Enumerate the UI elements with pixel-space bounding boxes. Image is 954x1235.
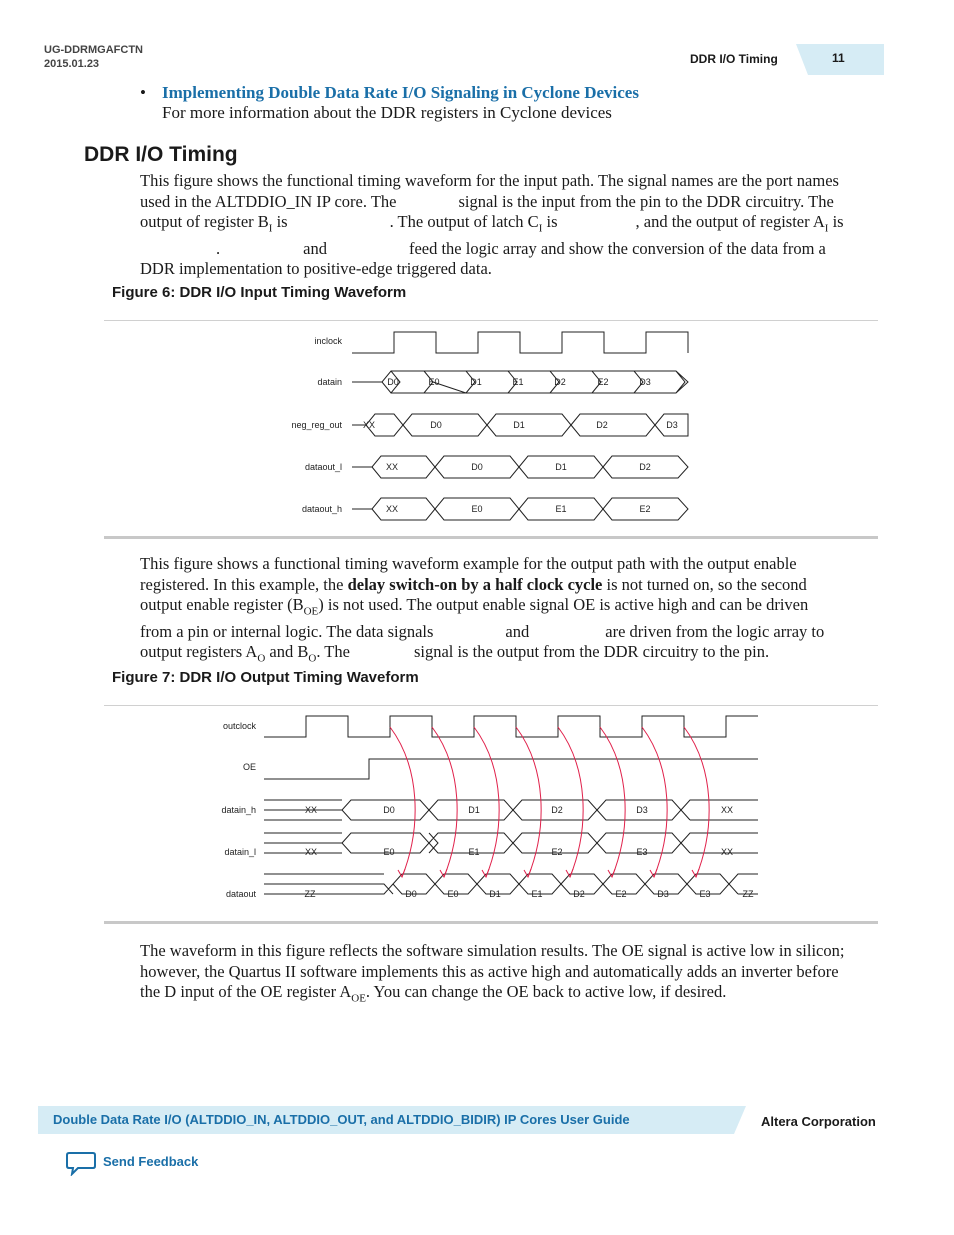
figure6-waveform (104, 322, 878, 536)
bullet: • (140, 83, 146, 102)
signal-label-dataout-h: dataout_h (301, 504, 342, 514)
p1-line1: This figure shows the functional timing waveform for the input path. The signal names are the port names (140, 171, 839, 190)
datain-h-value: D2 (551, 805, 563, 815)
dataout-value: E3 (699, 889, 711, 899)
signal-label-inclock: inclock (314, 336, 342, 346)
dataout-value: D2 (573, 889, 585, 899)
send-feedback-link[interactable]: Send Feedback (103, 1154, 199, 1169)
arrowhead (440, 869, 447, 877)
arrowhead (398, 869, 405, 877)
figure6-caption: Figure 6: DDR I/O Input Timing Waveform (112, 284, 407, 301)
paragraph-input-path (140, 171, 880, 280)
doc-id-text: UG-DDRMGAFCTN (44, 44, 143, 56)
dataout-h-value: E1 (555, 504, 567, 514)
neg-reg-out-value: XX (362, 420, 376, 430)
paragraph-output-path (140, 554, 880, 669)
signal-label-neg-reg-out: neg_reg_out (291, 420, 342, 430)
related-link[interactable]: Implementing Double Data Rate I/O Signaling in Cyclone Devices (162, 83, 639, 102)
datain-value: E2 (597, 377, 609, 387)
speech-bubble-icon[interactable] (66, 1150, 96, 1176)
datain-l-value: E2 (551, 847, 563, 857)
figure7-waveform (104, 707, 878, 921)
datain-l-value: XX (304, 847, 318, 857)
signal-label-datain: datain (317, 377, 342, 387)
arrowhead (692, 869, 699, 877)
oe-trace (264, 759, 758, 779)
dataout-l-value: XX (385, 462, 399, 472)
paragraph-simulation-note (140, 941, 880, 1009)
neg-reg-out-value: D2 (596, 420, 608, 430)
footer-guide-title[interactable]: Double Data Rate I/O (ALTDDIO_IN, ALTDDIO_OUT, and ALTDDIO_BIDIR) IP Cores User Guide (53, 1112, 630, 1127)
arrowhead (650, 869, 657, 877)
figure6-top-rule (104, 320, 878, 321)
dataout-h-value: E0 (471, 504, 483, 514)
figure7-top-rule (104, 705, 878, 706)
dataout-l-bus (352, 456, 688, 478)
section-title: DDR I/O Timing (84, 143, 238, 166)
p1-line4: . and feed the logic array and show the conversion of the data from a (216, 238, 826, 258)
datain-value: D0 (387, 377, 399, 387)
datain-l-value: E1 (468, 847, 480, 857)
outclock-trace (264, 716, 758, 737)
datain-l-value: E3 (636, 847, 648, 857)
document-id (44, 43, 143, 71)
figure7-caption: Figure 7: DDR I/O Output Timing Waveform (112, 669, 419, 686)
p2-line4: from a pin or internal logic. The data signals and are driven from the logic array to (140, 621, 825, 641)
p3-line3: the D input of the OE register $A_{OE}$. You can change the OE back to active low, if desired. (140, 982, 727, 1005)
datain-value: D3 (639, 377, 651, 387)
related-description: For more information about the DDR registers in Cyclone devices (162, 103, 612, 122)
dataout-h-value: XX (385, 504, 399, 514)
datain-value: D1 (470, 377, 482, 387)
dataout-l-value: D0 (471, 462, 483, 472)
arrowhead (524, 869, 531, 877)
datain-l-value: XX (720, 847, 734, 857)
neg-reg-out-value: D0 (430, 420, 442, 430)
datain-h-value: D1 (468, 805, 480, 815)
p1-line5: DDR implementation to positive-edge triggered data. (140, 259, 492, 279)
dataout-value: ZZ (304, 889, 316, 899)
datain-h-bus (264, 800, 758, 820)
figure6-bottom-rule (104, 536, 878, 539)
dataout-value: E0 (447, 889, 459, 899)
dataout-l-value: D2 (639, 462, 651, 472)
p2-line3: output enable register $(B_{OE})$ is not used. The output enable signal OE is active high and can be driven (140, 595, 809, 618)
datain-l-bus (264, 833, 758, 853)
inclock-trace (352, 332, 688, 353)
dataout-h-bus (352, 498, 688, 520)
dataout-h-value: E2 (639, 504, 651, 514)
datain-h-value: XX (304, 805, 318, 815)
dataout-value: D0 (405, 889, 417, 899)
neg-reg-out-value: D3 (666, 420, 678, 430)
signal-label-dataout-l: dataout_l (304, 462, 342, 472)
p1-line2: used in the ALTDDIO_IN IP core. The signal is the input from the pin to the DDR circuitry. The (140, 191, 834, 211)
dataout-l-value: D1 (555, 462, 567, 472)
dataout-value: E1 (531, 889, 543, 899)
datain-value: E0 (428, 377, 440, 387)
datain-value: E1 (512, 377, 524, 387)
datain-h-value: D3 (636, 805, 648, 815)
datain-value: D2 (554, 377, 566, 387)
datain-h-value: XX (720, 805, 734, 815)
p2-line1: This figure shows a functional timing waveform example for the output path with the output enable (140, 554, 797, 573)
signal-label-datain-l: datain_l (224, 847, 256, 857)
doc-date: 2015.01.23 (44, 58, 100, 70)
p3-line1: The waveform in this figure reflects the software simulation results. The OE signal is active low in silicon; (140, 941, 845, 960)
arrowhead (566, 869, 573, 877)
datain-h-value: D0 (383, 805, 395, 815)
signal-label-OE: OE (242, 762, 256, 772)
footer-corporation: Altera Corporation (761, 1114, 876, 1129)
header-section-title: DDR I/O Timing (690, 52, 778, 66)
arrowhead (608, 869, 615, 877)
dataout-value: ZZ (742, 889, 754, 899)
dataout-value: D1 (489, 889, 501, 899)
datain-l-value: E0 (383, 847, 395, 857)
neg-reg-out-value: D1 (513, 420, 525, 430)
dataout-bus (264, 874, 758, 894)
dataout-value: E2 (615, 889, 627, 899)
p1-line3: output of register $B_I$ is . The output of latch $C_I$ is , and the output of register $A_I$ is (140, 212, 844, 235)
signal-label-dataout: dataout (225, 889, 256, 899)
dataout-value: D3 (657, 889, 669, 899)
arrowhead (482, 869, 489, 877)
p3-line2: however, the Quartus II software implements this as active high and automatically adds an inverter before (140, 961, 839, 981)
signal-label-outclock: outclock (222, 721, 256, 731)
page-number: 11 (832, 51, 845, 65)
p2-line2: registered. In this example, the delay switch-on by a half clock cycle is not turned on, so the second (140, 574, 807, 594)
figure7-bottom-rule (104, 921, 878, 924)
p2-line5: output registers $A_O$ and $B_O$. The signal is the output from the DDR circuitry to the pin. (140, 642, 770, 665)
signal-label-datain-h: datain_h (221, 805, 256, 815)
